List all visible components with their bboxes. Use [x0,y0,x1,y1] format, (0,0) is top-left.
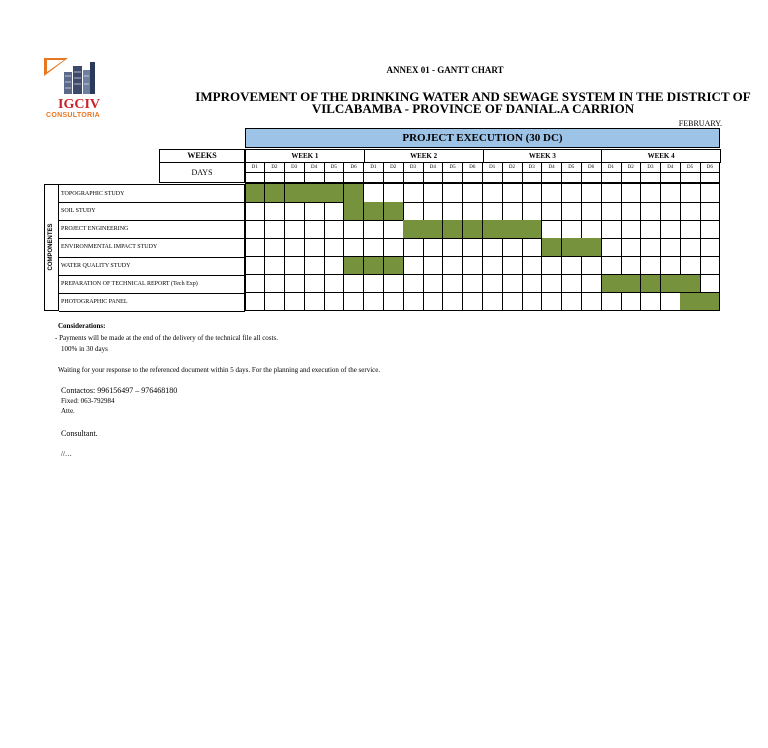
day-header: D3 [285,163,305,173]
gantt-cell [621,184,641,203]
gantt-cell [265,257,285,276]
gantt-cell [265,293,285,312]
gantt-cell [641,238,661,257]
gantt-cell [483,202,503,221]
gantt-cell [403,238,423,257]
day-subcell [403,173,423,183]
gantt-cell [463,275,483,294]
gantt-cell [403,275,423,294]
gantt-cell [581,275,601,294]
gantt-bar-cell [245,184,265,203]
gantt-cell [502,238,522,257]
task-label: WATER QUALITY STUDY [59,257,245,276]
day-subcell [324,173,344,183]
gantt-cell [304,293,324,312]
day-subcell [522,173,542,183]
gantt-cell [344,275,364,294]
execution-header: PROJECT EXECUTION (30 DC) [245,128,720,148]
gantt-bar-cell [364,257,384,276]
gantt-cell [522,293,542,312]
gantt-bar-cell [304,184,324,203]
day-header: D4 [423,163,443,173]
gantt-cell [364,220,384,239]
task-label: TOPOGRAPHIC STUDY [59,184,245,203]
day-subcell [304,173,324,183]
gantt-cell [522,257,542,276]
gantt-cell [245,220,265,239]
gantt-cell [384,293,404,312]
day-subcell [483,173,503,183]
day-header: D3 [403,163,423,173]
gantt-cell [483,275,503,294]
gantt-cell [463,202,483,221]
gantt-cell [700,202,720,221]
gantt-cell [641,293,661,312]
gantt-cell [562,202,582,221]
day-subcell [700,173,720,183]
considerations-heading: Considerations: [58,322,106,330]
gantt-cell [324,293,344,312]
day-header: D5 [562,163,582,173]
gantt-cell [265,238,285,257]
gantt-cell [285,257,305,276]
gantt-cell [641,202,661,221]
gantt-cell [542,202,562,221]
day-header: D3 [641,163,661,173]
day-header: D4 [542,163,562,173]
logo-subtitle: CONSULTORIA [46,112,100,119]
day-subcell [245,173,265,183]
logo-name: IGCIV [58,97,101,112]
gantt-cell [423,275,443,294]
day-subcell [562,173,582,183]
gantt-bar-cell [364,202,384,221]
gantt-cell [285,275,305,294]
gantt-cell [680,184,700,203]
day-header: D1 [601,163,621,173]
gantt-cell [245,257,265,276]
task-label: PHOTOGRAPHIC PANEL [59,293,245,312]
gantt-bar-cell [502,220,522,239]
gantt-bar-cell [344,184,364,203]
gantt-cell [581,202,601,221]
gantt-bar-cell [483,220,503,239]
gantt-cell [542,184,562,203]
gantt-bar-cell [463,220,483,239]
gantt-cell [403,184,423,203]
month-label: FEBRUARY. [678,119,722,128]
gantt-cell [601,257,621,276]
gantt-cell [581,220,601,239]
gantt-cell [522,275,542,294]
gantt-cell [423,293,443,312]
gantt-cell [403,257,423,276]
day-header: D5 [324,163,344,173]
gantt-cell [265,220,285,239]
atte-line: Atte. [61,407,75,415]
gantt-cell [483,257,503,276]
gantt-cell [621,220,641,239]
gantt-cell [581,257,601,276]
gantt-cell [562,275,582,294]
day-subcell [285,173,305,183]
day-subcell [581,173,601,183]
fixed-phone: Fixed: 063-792984 [61,397,115,405]
gantt-cell [661,184,681,203]
gantt-cell [601,220,621,239]
day-subcell [601,173,621,183]
gantt-cell [562,293,582,312]
gantt-cell [601,202,621,221]
day-header: D2 [265,163,285,173]
day-header: D1 [364,163,384,173]
day-header: D5 [680,163,700,173]
day-header: D4 [304,163,324,173]
task-label: SOIL STUDY [59,202,245,221]
day-header: D6 [700,163,720,173]
gantt-cell [304,238,324,257]
day-subcell [384,173,404,183]
week-header: WEEK 3 [483,149,603,163]
week-header: WEEK 4 [601,149,721,163]
gantt-cell [502,293,522,312]
day-subcell [364,173,384,183]
gantt-cell [483,184,503,203]
gantt-cell [621,293,641,312]
gantt-cell [285,220,305,239]
gantt-cell [285,238,305,257]
gantt-cell [423,257,443,276]
gantt-cell [700,238,720,257]
gantt-cell [562,220,582,239]
gantt-cell [245,202,265,221]
gantt-cell [324,202,344,221]
gantt-cell [601,293,621,312]
gantt-cell [661,293,681,312]
gantt-cell [245,293,265,312]
day-header: D1 [245,163,265,173]
day-subcell [641,173,661,183]
day-subcell [463,173,483,183]
gantt-cell [680,202,700,221]
week-separator [482,163,483,311]
gantt-cell [324,238,344,257]
gantt-cell [364,293,384,312]
day-subcell [661,173,681,183]
gantt-cell [601,184,621,203]
day-subcell [542,173,562,183]
gantt-cell [245,238,265,257]
gantt-bar-cell [344,202,364,221]
components-label: COMPONENTES [48,223,54,271]
gantt-bar-cell [680,275,700,294]
gantt-cell [522,184,542,203]
week-header: WEEK 1 [245,149,365,163]
gantt-bar-cell [344,257,364,276]
gantt-cell [324,257,344,276]
day-header: D6 [581,163,601,173]
gantt-cell [344,220,364,239]
gantt-cell [403,202,423,221]
days-label: DAYS [159,163,245,183]
gantt-cell [384,275,404,294]
gantt-cell [463,238,483,257]
day-subcell [621,173,641,183]
gantt-cell [542,275,562,294]
percent-note: 100% in 30 days [61,345,108,353]
gantt-cell [463,184,483,203]
gantt-cell [364,238,384,257]
gantt-cell [344,293,364,312]
payment-note: - Payments will be made at the end of the delivery of the technical file all costs. [55,334,278,342]
gantt-cell [562,184,582,203]
gantt-cell [621,257,641,276]
day-subcell [443,173,463,183]
gantt-cell [581,293,601,312]
day-subcell [502,173,522,183]
gantt-cell [384,220,404,239]
gantt-cell [641,184,661,203]
gantt-bar-cell [680,293,700,312]
gantt-cell [680,220,700,239]
day-header: D4 [661,163,681,173]
gantt-cell [265,202,285,221]
gantt-cell [641,257,661,276]
gantt-bar-cell [601,275,621,294]
gantt-cell [443,293,463,312]
gantt-cell [443,184,463,203]
gantt-bar-cell [562,238,582,257]
gantt-bar-cell [581,238,601,257]
gantt-cell [522,202,542,221]
gantt-bar-cell [522,220,542,239]
gantt-cell [700,220,720,239]
gantt-cell [661,202,681,221]
day-header: D2 [384,163,404,173]
week-separator [601,163,602,311]
contacts-line: Contactos: 996156497 – 976468180 [61,386,178,395]
gantt-cell [403,293,423,312]
gantt-cell [443,275,463,294]
gantt-cell [443,202,463,221]
gantt-cell [542,257,562,276]
gantt-bar-cell [384,257,404,276]
gantt-bar-cell [324,184,344,203]
gantt-cell [700,184,720,203]
gantt-cell [443,257,463,276]
gantt-bar-cell [641,275,661,294]
day-subcell [680,173,700,183]
page-title: IMPROVEMENT OF THE DRINKING WATER AND SEWAGE SYSTEM IN THE DISTRICT OF VILCABAMBA - PROVINCE OF DANIAL.A CARRION [195,89,751,116]
task-label: PREPARATION OF TECHNICAL REPORT (Tech Exp) [59,275,245,294]
gantt-cell [542,220,562,239]
day-header: D2 [621,163,641,173]
consultant-line: Consultant. [61,429,98,438]
week-header: WEEK 2 [364,149,484,163]
gantt-cell [661,238,681,257]
gantt-cell [304,202,324,221]
gantt-cell [265,275,285,294]
gantt-cell [463,257,483,276]
gantt-cell [601,238,621,257]
gantt-cell [502,202,522,221]
day-subcell [423,173,443,183]
gantt-cell [680,257,700,276]
gantt-bar-cell [661,275,681,294]
gantt-cell [581,184,601,203]
gantt-cell [483,293,503,312]
gantt-cell [344,238,364,257]
annex-label: ANNEX 01 - GANTT CHART [386,65,504,75]
end-mark: //… [61,450,72,458]
gantt-cell [364,275,384,294]
day-header: D6 [463,163,483,173]
gantt-bar-cell [700,293,720,312]
grid-border [245,163,246,311]
gantt-cell [364,184,384,203]
gantt-cell [423,238,443,257]
gantt-bar-cell [265,184,285,203]
gantt-cell [502,275,522,294]
day-header: D2 [502,163,522,173]
task-label: PROJECT ENGINEERING [59,220,245,239]
gantt-cell [483,238,503,257]
gantt-bar-cell [403,220,423,239]
day-subcell [344,173,364,183]
gantt-cell [304,220,324,239]
gantt-cell [700,275,720,294]
gantt-cell [542,293,562,312]
gantt-cell [463,293,483,312]
gantt-cell [661,257,681,276]
day-header: D6 [344,163,364,173]
gantt-cell [661,220,681,239]
gantt-cell [641,220,661,239]
gantt-cell [502,257,522,276]
gantt-cell [384,184,404,203]
gantt-bar-cell [621,275,641,294]
gantt-cell [522,238,542,257]
gantt-cell [324,220,344,239]
gantt-cell [304,257,324,276]
task-label: ENVIRONMENTAL IMPACT STUDY [59,238,245,257]
gantt-cell [700,257,720,276]
gantt-cell [304,275,324,294]
day-header: D1 [483,163,503,173]
day-subcell [265,173,285,183]
gantt-cell [423,202,443,221]
gantt-bar-cell [443,220,463,239]
gantt-cell [443,238,463,257]
gantt-cell [502,184,522,203]
weeks-label: WEEKS [159,149,245,163]
gantt-cell [285,293,305,312]
gantt-cell [562,257,582,276]
gantt-cell [245,275,265,294]
gantt-bar-cell [542,238,562,257]
gantt-cell [680,238,700,257]
gantt-cell [621,238,641,257]
waiting-note: Waiting for your response to the referenced document within 5 days. For the planning and execution of the service. [58,366,381,374]
gantt-cell [384,238,404,257]
day-header: D3 [522,163,542,173]
gantt-cell [285,202,305,221]
gantt-cell [324,275,344,294]
gantt-cell [423,184,443,203]
gantt-bar-cell [285,184,305,203]
gantt-bar-cell [423,220,443,239]
day-header: D5 [443,163,463,173]
gantt-bar-cell [384,202,404,221]
gantt-cell [621,202,641,221]
week-separator [363,163,364,311]
